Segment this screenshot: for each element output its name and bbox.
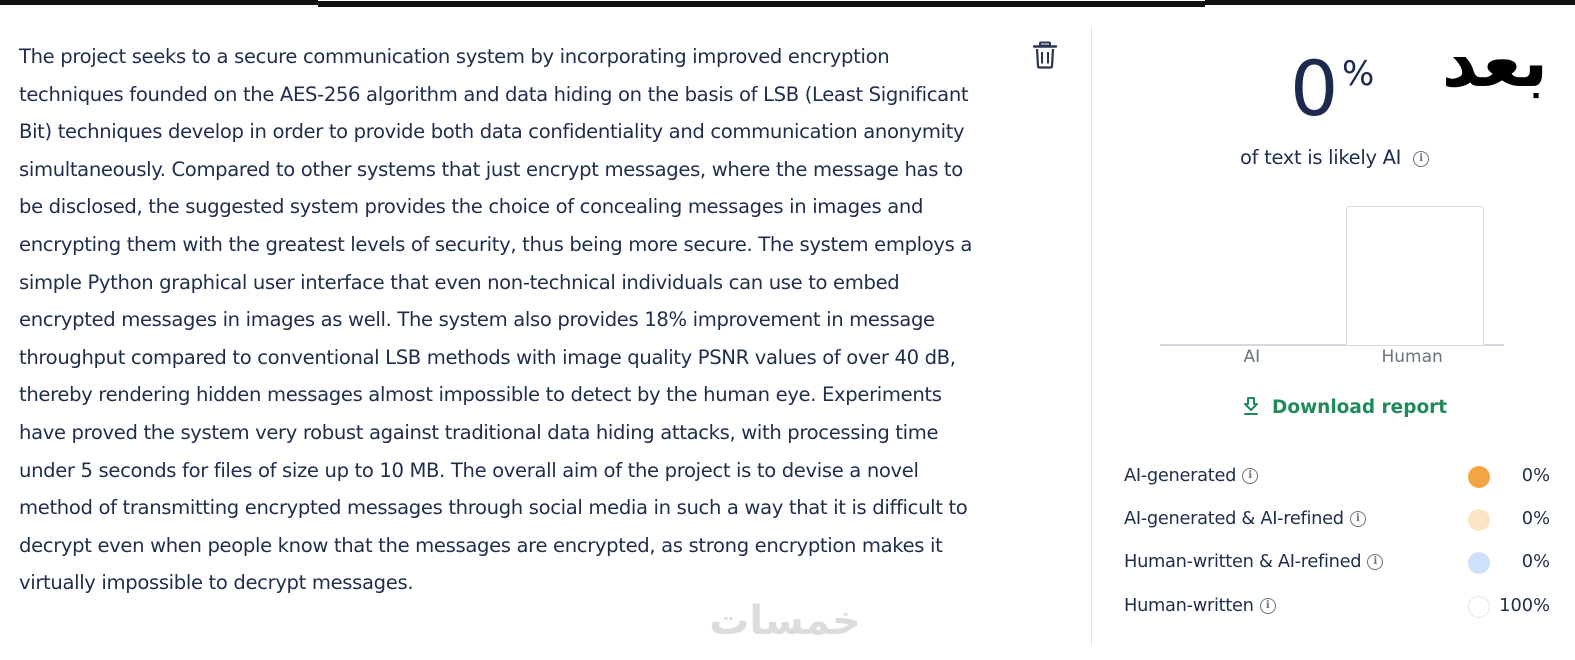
download-icon — [1242, 396, 1260, 416]
ai-percentage — [1290, 44, 1375, 134]
legend-value: 0% — [1521, 508, 1550, 529]
watermark: خمسات — [709, 598, 861, 644]
text-line: virtually impossible to decrypt messages. — [19, 571, 414, 595]
chart-tick-label: AI — [1243, 347, 1261, 367]
legend-label: Human-written & AI-refined — [1124, 551, 1362, 572]
info-icon[interactable]: i — [1260, 598, 1276, 614]
ai-percentage-value: 0 — [1290, 44, 1339, 133]
text-line: be disclosed, the suggested system provides the choice of concealing messages in images and — [19, 195, 924, 219]
analyzed-text[interactable] — [19, 38, 1029, 602]
text-line: The project seeks to a secure communication system by incorporating improved encryption — [19, 45, 890, 68]
legend-label: AI-generated & AI-refined — [1124, 508, 1344, 529]
info-icon[interactable]: i — [1242, 468, 1258, 484]
text-line: simple Python graphical user interface that even non-technical individuals can use to embed — [19, 270, 900, 294]
chart-tick-label: Human — [1381, 347, 1443, 367]
download-report-button[interactable] — [1242, 393, 1447, 423]
legend-value: 100% — [1499, 595, 1550, 616]
legend-row-ai-generated — [1124, 462, 1550, 490]
ai-human-chart — [1160, 200, 1506, 372]
chart-bar-human — [1346, 206, 1484, 345]
arabic-overlay-label: بعد — [1441, 21, 1548, 103]
text-line: decrypt even when people know that the messages are encrypted, as strong encryption makes it — [19, 533, 943, 557]
legend-dot — [1468, 552, 1490, 574]
info-icon[interactable]: i — [1413, 151, 1429, 167]
text-line: have proved the system very robust against traditional data hiding attacks, with processing time — [19, 420, 939, 444]
download-report-label: Download report — [1272, 397, 1448, 418]
legend-label: Human-written — [1124, 595, 1254, 616]
legend-row-human-written — [1124, 592, 1550, 620]
legend-row-human-written-ai-refined — [1124, 548, 1550, 576]
legend-label: AI-generated — [1124, 465, 1237, 486]
text-line: simultaneously. Compared to other systems that just encrypt messages, where the message has to — [19, 157, 963, 181]
text-line: Bit) techniques develop in order to provide both data confidentiality and communication anonymity — [19, 120, 965, 144]
legend-dot — [1468, 596, 1490, 618]
ai-percentage-symbol: % — [1342, 54, 1375, 94]
results-panel — [1092, 0, 1575, 660]
legend-value: 0% — [1521, 465, 1550, 486]
text-line: techniques founded on the AES-256 algorithm and data hiding on the basis of LSB (Least Significant — [19, 82, 969, 106]
ai-caption-text: of text is likely AI — [1240, 146, 1402, 169]
text-line: encrypting them with the greatest levels of security, thus being more secure. The system employs a — [19, 232, 973, 256]
text-line: method of transmitting encrypted messages through social media in such a way that it is difficult to — [19, 496, 968, 520]
text-line: under 5 seconds for files of size up to 10 MB. The overall aim of the project is to devise a novel — [19, 458, 919, 482]
info-icon[interactable]: i — [1350, 511, 1366, 527]
trash-icon[interactable] — [1032, 41, 1058, 69]
legend-dot — [1468, 466, 1490, 488]
legend-value: 0% — [1521, 551, 1550, 572]
text-line: thereby rendering hidden messages almost impossible to detect by the human eye. Experiments — [19, 383, 942, 407]
info-icon[interactable]: i — [1367, 554, 1383, 570]
legend-row-ai-generated-ai-refined — [1124, 505, 1550, 533]
text-line: encrypted messages in images as well. The system also provides 18% improvement in message — [19, 308, 935, 332]
legend-dot — [1468, 509, 1490, 531]
ai-caption — [1240, 144, 1429, 172]
text-line: throughput compared to conventional LSB methods with image quality PSNR values of over 40 dB, — [19, 345, 956, 369]
